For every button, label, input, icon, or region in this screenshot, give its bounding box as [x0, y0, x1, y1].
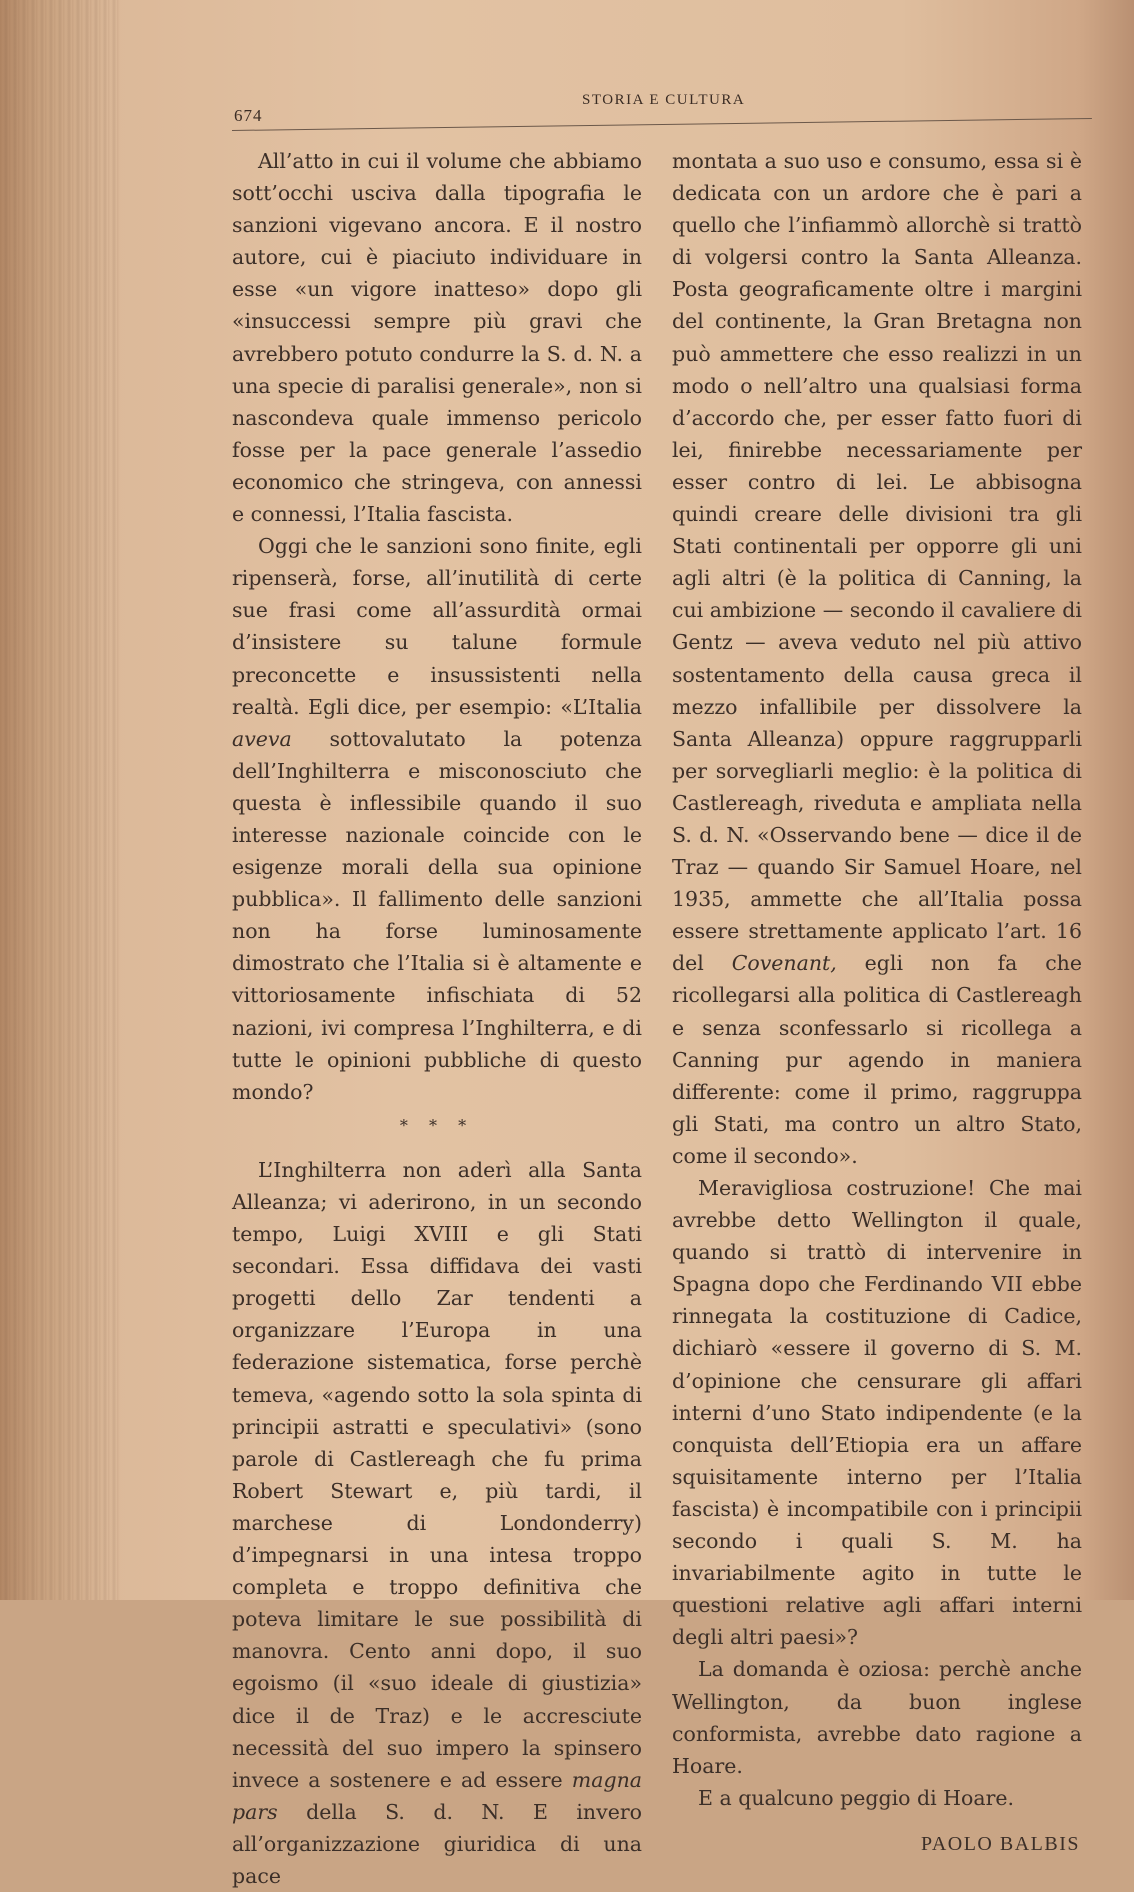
italic-text: aveva — [232, 726, 292, 751]
page-header — [232, 88, 1092, 128]
paragraph — [672, 145, 1082, 1172]
text-run: Oggi che le sanzioni sono finite, egli ripenserà, forse, all’inutilità di certe sue frasi come all’assurdità ormai d’insistere su talune formule preconcette e insussistenti nella realtà. Egli dice, per esempio: «L’Italia — [232, 534, 642, 719]
paragraph: La domanda è oziosa: perchè anche Wellington, da buon inglese conformista, avrebbe dato ragione a Hoare. — [672, 1657, 1082, 1778]
text-run: egli non fa che ricollegarsi alla politica di Castlereagh e senza sconfessarlo si ricollega a Canning pur agendo in maniera differente: come il primo, raggruppa gli Stati, ma contro un altro Stato, come il secondo». — [672, 951, 1083, 1168]
running-head: STORIA E CULTURA — [582, 92, 746, 108]
author-signature: PAOLO BALBIS — [921, 1832, 1080, 1855]
paragraph: E a qualcuno peggio di Hoare. — [698, 1785, 1015, 1810]
paragraph — [232, 1154, 642, 1892]
text-run: montata a suo uso e consumo, essa si è dedicata con un ardore che è pari a quello che l’infiammò allorchè si trattò di volgersi contro la Santa Alleanza. Posta geograficamente oltre i margini del continente, la Gran Bretagna non può ammettere che esso realizzi in un modo o nell’altro una qualsiasi forma d’accordo che, per esser fatto fuori di lei, finirebbe necessariamente per esser contro di lei. Le abbisogna quindi creare delle divisioni tra gli Stati continentali per opporre gli uni agli altri (è la politica di Canning, la cui ambizione — secondo il cavaliere di Gentz — aveva veduto nel più attivo sostentamento della causa greca il mezzo infallibile per dissolvere la Santa Alleanza) oppure raggrupparli per sorvegliarli meglio: è la politica di Castlereagh, riveduta e ampliata nella S. d. N. «Osservando bene — dice il de Traz — quando Sir Samuel Hoare, nel 1935, ammette che all’Italia possa essere strettamente applicato l’art. 16 del — [672, 149, 1082, 976]
text-run: della S. d. N. E invero all’organizzazione giuridica di una pace — [232, 1799, 642, 1888]
section-separator: * * * — [399, 1115, 475, 1135]
italic-text: magna pars — [232, 1767, 642, 1824]
text-run: L’Inghilterra non aderì alla Santa Alleanza; vi aderirono, in un secondo tempo, Luigi XVIII e gli Stati secondari. Essa diffidava dei vasti progetti dello Zar tendenti a organizzare l’Europa in una federazione sistematica, forse perchè temeva, «agendo sotto la sola spinta di principii astratti e speculativi» (sono parole di Castlereagh che fu prima Robert Stewart e, più tardi, il marchese di Londonderry) d’impegnarsi in una intesa troppo completa e troppo definitiva che poteva limitare le sue possibilità di manovra. Cento anni dopo, il suo egoismo (il «suo ideale di giustizia» dice il de Traz) e le accresciute necessità del suo impero la spinsero invece a sostenere e ad essere — [232, 1157, 642, 1792]
book-binding-edge — [0, 0, 120, 1600]
text-run: sottovalutato la potenza dell’Inghilterra e misconosciuto che questa è inflessibile quando il suo interesse nazionale coincide con le esigenze morali della sua opinione pubblica». Il fallimento delle sanzioni non ha forse luminosamente dimostrato che l’Italia si è altamente e vittoriosamente infischiata di 52 nazioni, ivi compresa l’Inghilterra, e di tutte le opinioni pubbliche di questo mondo? — [232, 726, 642, 1104]
right-column — [672, 145, 1082, 1860]
left-column — [232, 145, 642, 1892]
header-rule — [232, 118, 1092, 131]
paragraph — [232, 530, 642, 1108]
italic-text: Covenant, — [731, 951, 837, 976]
paragraph: Meravigliosa costruzione! Che mai avrebbe detto Wellington il quale, quando si trattò di intervenire in Spagna dopo che Ferdinando VII ebbe rinnegata la costituzione di Cadice, dichiarò «essere il governo di S. M. d’opinione che censurare gli affari interni d’uno Stato indipendente (e la conquista dell’Etiopia era un affare squisitamente interno per l’Italia fascista) è incompatibile con i principii secondo i quali S. M. ha invariabilmente agito in tutte le questioni relative agli affari interni degli altri paesi»? — [672, 1176, 1082, 1650]
paragraph: All’atto in cui il volume che abbiamo sott’occhi usciva dalla tipografia le sanzioni vigevano ancora. E il nostro autore, cui è piaciuto individuare in esse «un vigore inatteso» dopo gli «insuccessi sempre più gravi che avrebbero potuto condurre la S. d. N. a una specie di paralisi generale», non si nascondeva quale immenso pericolo fosse per la pace generale l’assedio economico che stringeva, con annessi e connessi, l’Italia fascista. — [232, 149, 642, 527]
page-number: 674 — [234, 106, 263, 125]
